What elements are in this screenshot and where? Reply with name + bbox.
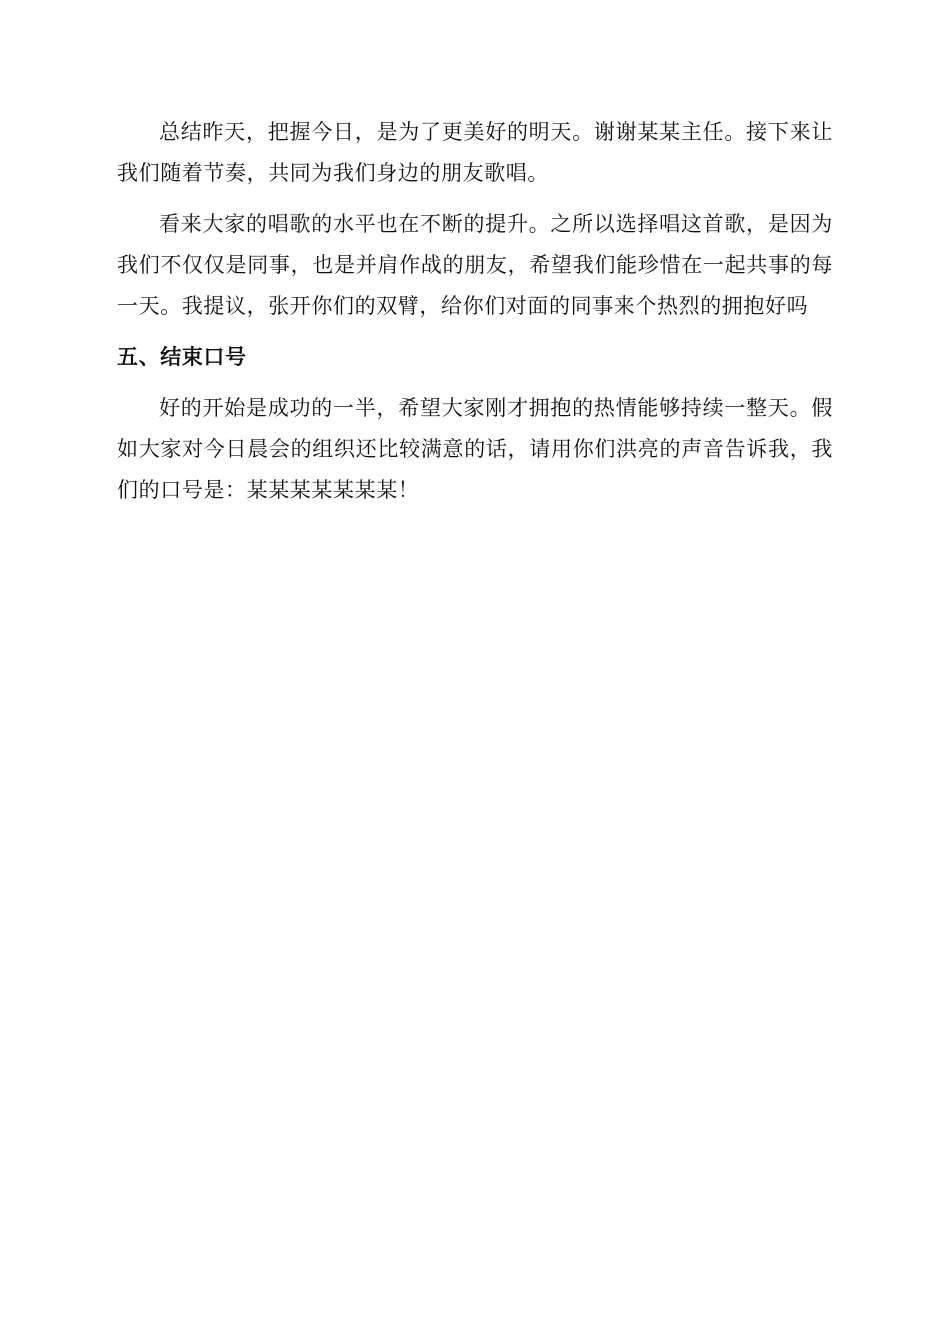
paragraph-closing-slogan: 好的开始是成功的一半，希望大家刚才拥抱的热情能够持续一整天。假如大家对今日晨会的组织还比较满意的话，请用你们洪亮的声音告诉我，我们的口号是：某某某某某某某！ [117,396,833,502]
paragraph-singing: 看来大家的唱歌的水平也在不断的提升。之所以选择唱这首歌，是因为我们不仅仅是同事，也是并肩作战的朋友，希望我们能珍惜在一起共事的每一天。我提议，张开你们的双臂，给你们对面的同事来个热烈的拥抱好吗 [117,212,833,318]
paragraph-summary: 总结昨天，把握今日，是为了更美好的明天。谢谢某某主任。接下来让我们随着节奏，共同为我们身边的朋友歌唱。 [117,120,833,185]
paragraph-gap [117,194,833,204]
document-body [117,112,833,511]
paragraph-gap [117,378,833,388]
paragraph-gap [117,327,833,337]
section-heading: 五、结束口号 [117,345,247,369]
